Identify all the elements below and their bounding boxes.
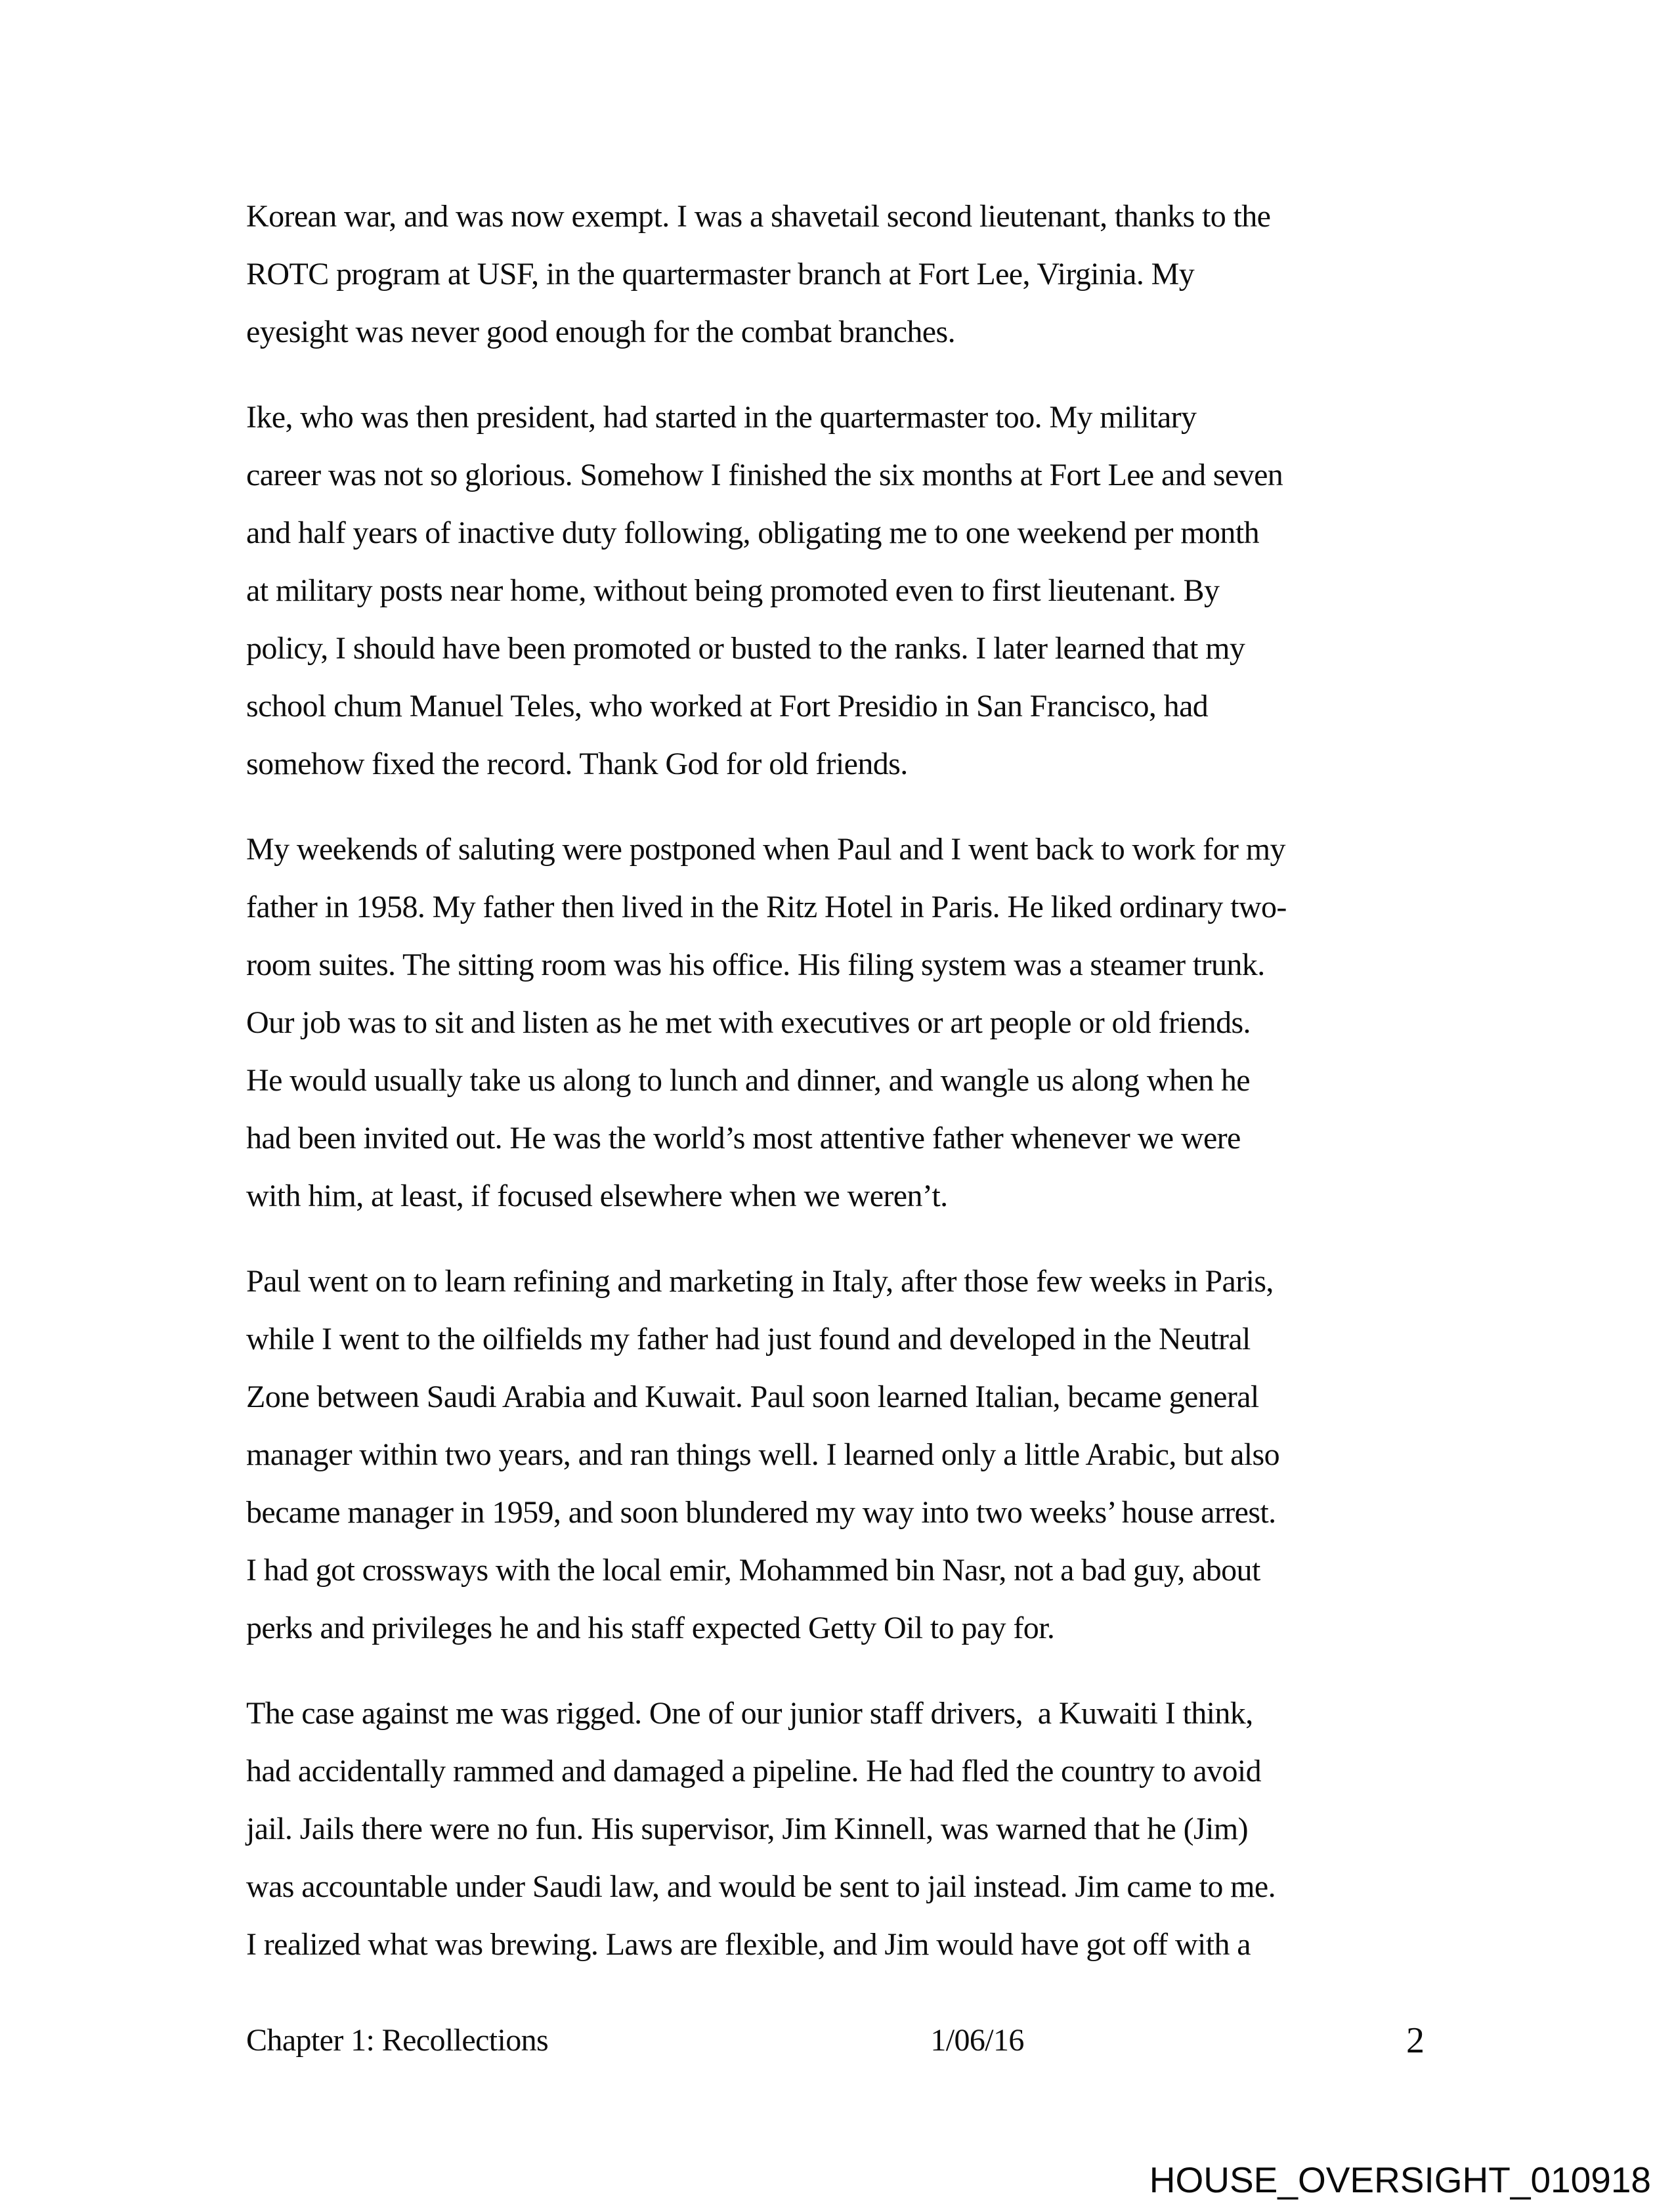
text-line: had been invited out. He was the world’s most attentive father whenever we were bbox=[246, 1121, 1241, 1156]
page-footer bbox=[246, 2021, 1425, 2060]
paragraph bbox=[246, 188, 1434, 361]
text-line: I realized what was brewing. Laws are flexible, and Jim would have got off with a bbox=[246, 1927, 1251, 1962]
text-line: at military posts near home, without being promoted even to first lieutenant. By bbox=[246, 573, 1220, 608]
text-line: Our job was to sit and listen as he met with executives or art people or old friends. bbox=[246, 1005, 1251, 1040]
text-line: Ike, who was then president, had started in the quartermaster too. My military bbox=[246, 400, 1197, 435]
text-line: jail. Jails there were no fun. His supervisor, Jim Kinnell, was warned that he (Jim) bbox=[246, 1811, 1248, 1846]
footer-chapter-title: Chapter 1: Recollections bbox=[246, 2023, 549, 2058]
text-line: The case against me was rigged. One of our junior staff drivers, a Kuwaiti I think, bbox=[246, 1696, 1253, 1731]
text-line: room suites. The sitting room was his office. His filing system was a steamer trunk. bbox=[246, 947, 1265, 982]
text-line: perks and privileges he and his staff expected Getty Oil to pay for. bbox=[246, 1611, 1055, 1645]
text-line: Zone between Saudi Arabia and Kuwait. Paul soon learned Italian, became general bbox=[246, 1379, 1259, 1414]
text-line: manager within two years, and ran things well. I learned only a little Arabic, but also bbox=[246, 1437, 1280, 1472]
paragraph bbox=[246, 1685, 1434, 1974]
text-line: policy, I should have been promoted or busted to the ranks. I later learned that my bbox=[246, 631, 1245, 666]
text-line: He would usually take us along to lunch and dinner, and wangle us along when he bbox=[246, 1063, 1250, 1098]
text-line: was accountable under Saudi law, and would be sent to jail instead. Jim came to me. bbox=[246, 1869, 1276, 1904]
text-line: My weekends of saluting were postponed when Paul and I went back to work for my bbox=[246, 832, 1285, 867]
document-body bbox=[246, 188, 1434, 1974]
text-line: with him, at least, if focused elsewhere when we weren’t. bbox=[246, 1179, 948, 1213]
footer-date: 1/06/16 bbox=[930, 2023, 1024, 2058]
text-line: eyesight was never good enough for the combat branches. bbox=[246, 314, 955, 349]
text-line: I had got crossways with the local emir, Mohammed bin Nasr, not a bad guy, about bbox=[246, 1553, 1260, 1588]
text-line: Paul went on to learn refining and marketing in Italy, after those few weeks in Paris, bbox=[246, 1264, 1274, 1299]
text-line: career was not so glorious. Somehow I finished the six months at Fort Lee and seven bbox=[246, 458, 1283, 492]
text-line: had accidentally rammed and damaged a pipeline. He had fled the country to avoid bbox=[246, 1754, 1262, 1789]
paragraph bbox=[246, 821, 1434, 1225]
paragraph bbox=[246, 1253, 1434, 1657]
bates-stamp: HOUSE_OVERSIGHT_010918 bbox=[1149, 2159, 1651, 2200]
text-line: father in 1958. My father then lived in the Ritz Hotel in Paris. He liked ordinary two- bbox=[246, 890, 1287, 924]
text-line: ROTC program at USF, in the quartermaster branch at Fort Lee, Virginia. My bbox=[246, 257, 1195, 292]
text-line: somehow fixed the record. Thank God for old friends. bbox=[246, 747, 908, 781]
paragraph bbox=[246, 389, 1434, 793]
text-line: while I went to the oilfields my father had just found and developed in the Neutral bbox=[246, 1322, 1251, 1356]
text-line: and half years of inactive duty following, obligating me to one weekend per month bbox=[246, 515, 1259, 550]
text-line: became manager in 1959, and soon blundered my way into two weeks’ house arrest. bbox=[246, 1495, 1276, 1530]
text-line: school chum Manuel Teles, who worked at Fort Presidio in San Francisco, had bbox=[246, 689, 1209, 724]
footer-page-number: 2 bbox=[1406, 2020, 1425, 2061]
text-line: Korean war, and was now exempt. I was a shavetail second lieutenant, thanks to the bbox=[246, 199, 1271, 234]
